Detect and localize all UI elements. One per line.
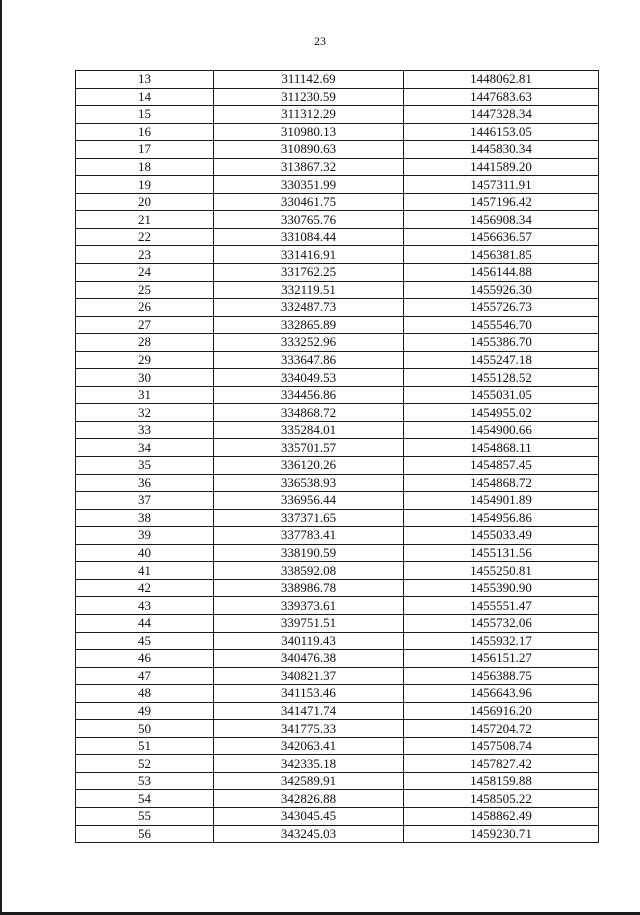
point-number-cell: 16 bbox=[76, 123, 214, 141]
table-row bbox=[76, 632, 599, 650]
x-coordinate-cell: 332119.51 bbox=[214, 281, 404, 299]
table-row bbox=[76, 386, 599, 404]
x-coordinate-cell: 333647.86 bbox=[214, 351, 404, 369]
table-row bbox=[76, 439, 599, 457]
x-coordinate-cell: 340119.43 bbox=[214, 632, 404, 650]
point-number-cell: 43 bbox=[76, 597, 214, 615]
point-number-cell: 13 bbox=[76, 71, 214, 89]
table-row bbox=[76, 211, 599, 229]
point-number-cell: 45 bbox=[76, 632, 214, 650]
table-row bbox=[76, 421, 599, 439]
table-row bbox=[76, 737, 599, 755]
point-number-cell: 39 bbox=[76, 527, 214, 545]
point-number-cell: 51 bbox=[76, 737, 214, 755]
y-coordinate-cell: 1458862.49 bbox=[404, 807, 599, 825]
table-row bbox=[76, 492, 599, 510]
x-coordinate-cell: 337371.65 bbox=[214, 509, 404, 527]
table-row bbox=[76, 176, 599, 194]
table-row bbox=[76, 772, 599, 790]
x-coordinate-cell: 336956.44 bbox=[214, 492, 404, 510]
y-coordinate-cell: 1447328.34 bbox=[404, 106, 599, 124]
x-coordinate-cell: 333252.96 bbox=[214, 334, 404, 352]
point-number-cell: 42 bbox=[76, 579, 214, 597]
y-coordinate-cell: 1456144.88 bbox=[404, 264, 599, 282]
x-coordinate-cell: 311312.29 bbox=[214, 106, 404, 124]
y-coordinate-cell: 1455250.81 bbox=[404, 562, 599, 580]
x-coordinate-cell: 334049.53 bbox=[214, 369, 404, 387]
coordinates-table bbox=[75, 70, 599, 843]
point-number-cell: 28 bbox=[76, 334, 214, 352]
x-coordinate-cell: 338592.08 bbox=[214, 562, 404, 580]
x-coordinate-cell: 343245.03 bbox=[214, 825, 404, 843]
table-row bbox=[76, 228, 599, 246]
y-coordinate-cell: 1456636.57 bbox=[404, 228, 599, 246]
point-number-cell: 41 bbox=[76, 562, 214, 580]
point-number-cell: 38 bbox=[76, 509, 214, 527]
point-number-cell: 53 bbox=[76, 772, 214, 790]
point-number-cell: 35 bbox=[76, 457, 214, 475]
y-coordinate-cell: 1456643.96 bbox=[404, 685, 599, 703]
x-coordinate-cell: 339751.51 bbox=[214, 614, 404, 632]
y-coordinate-cell: 1455732.06 bbox=[404, 614, 599, 632]
x-coordinate-cell: 338986.78 bbox=[214, 579, 404, 597]
table-row bbox=[76, 527, 599, 545]
y-coordinate-cell: 1458159.88 bbox=[404, 772, 599, 790]
point-number-cell: 34 bbox=[76, 439, 214, 457]
x-coordinate-cell: 342063.41 bbox=[214, 737, 404, 755]
x-coordinate-cell: 313867.32 bbox=[214, 158, 404, 176]
point-number-cell: 47 bbox=[76, 667, 214, 685]
y-coordinate-cell: 1455031.05 bbox=[404, 386, 599, 404]
table-row bbox=[76, 544, 599, 562]
y-coordinate-cell: 1458505.22 bbox=[404, 790, 599, 808]
point-number-cell: 30 bbox=[76, 369, 214, 387]
point-number-cell: 26 bbox=[76, 299, 214, 317]
point-number-cell: 17 bbox=[76, 141, 214, 159]
x-coordinate-cell: 332865.89 bbox=[214, 316, 404, 334]
y-coordinate-cell: 1457204.72 bbox=[404, 720, 599, 738]
y-coordinate-cell: 1454901.89 bbox=[404, 492, 599, 510]
table-row bbox=[76, 650, 599, 668]
page-number: 23 bbox=[314, 34, 326, 48]
y-coordinate-cell: 1455932.17 bbox=[404, 632, 599, 650]
y-coordinate-cell: 1446153.05 bbox=[404, 123, 599, 141]
table-row bbox=[76, 597, 599, 615]
point-number-cell: 44 bbox=[76, 614, 214, 632]
point-number-cell: 14 bbox=[76, 88, 214, 106]
x-coordinate-cell: 339373.61 bbox=[214, 597, 404, 615]
x-coordinate-cell: 310980.13 bbox=[214, 123, 404, 141]
point-number-cell: 37 bbox=[76, 492, 214, 510]
x-coordinate-cell: 331416.91 bbox=[214, 246, 404, 264]
coordinates-table-body bbox=[76, 71, 599, 843]
y-coordinate-cell: 1459230.71 bbox=[404, 825, 599, 843]
point-number-cell: 29 bbox=[76, 351, 214, 369]
point-number-cell: 48 bbox=[76, 685, 214, 703]
point-number-cell: 18 bbox=[76, 158, 214, 176]
x-coordinate-cell: 338190.59 bbox=[214, 544, 404, 562]
x-coordinate-cell: 335701.57 bbox=[214, 439, 404, 457]
y-coordinate-cell: 1455546.70 bbox=[404, 316, 599, 334]
table-row bbox=[76, 614, 599, 632]
x-coordinate-cell: 311230.59 bbox=[214, 88, 404, 106]
x-coordinate-cell: 311142.69 bbox=[214, 71, 404, 89]
y-coordinate-cell: 1441589.20 bbox=[404, 158, 599, 176]
table-row bbox=[76, 562, 599, 580]
point-number-cell: 32 bbox=[76, 404, 214, 422]
table-row bbox=[76, 193, 599, 211]
scan-edge-left bbox=[0, 0, 2, 915]
x-coordinate-cell: 341153.46 bbox=[214, 685, 404, 703]
y-coordinate-cell: 1456388.75 bbox=[404, 667, 599, 685]
table-row bbox=[76, 334, 599, 352]
y-coordinate-cell: 1454868.11 bbox=[404, 439, 599, 457]
point-number-cell: 27 bbox=[76, 316, 214, 334]
y-coordinate-cell: 1454955.02 bbox=[404, 404, 599, 422]
table-row bbox=[76, 316, 599, 334]
table-row bbox=[76, 71, 599, 89]
x-coordinate-cell: 330351.99 bbox=[214, 176, 404, 194]
table-row bbox=[76, 807, 599, 825]
table-row bbox=[76, 509, 599, 527]
y-coordinate-cell: 1454900.66 bbox=[404, 421, 599, 439]
table-row bbox=[76, 404, 599, 422]
y-coordinate-cell: 1457508.74 bbox=[404, 737, 599, 755]
y-coordinate-cell: 1455131.56 bbox=[404, 544, 599, 562]
y-coordinate-cell: 1456151.27 bbox=[404, 650, 599, 668]
y-coordinate-cell: 1455726.73 bbox=[404, 299, 599, 317]
table-row bbox=[76, 667, 599, 685]
y-coordinate-cell: 1445830.34 bbox=[404, 141, 599, 159]
table-row bbox=[76, 264, 599, 282]
y-coordinate-cell: 1447683.63 bbox=[404, 88, 599, 106]
point-number-cell: 46 bbox=[76, 650, 214, 668]
x-coordinate-cell: 341775.33 bbox=[214, 720, 404, 738]
point-number-cell: 40 bbox=[76, 544, 214, 562]
y-coordinate-cell: 1454956.86 bbox=[404, 509, 599, 527]
table-row bbox=[76, 702, 599, 720]
point-number-cell: 55 bbox=[76, 807, 214, 825]
x-coordinate-cell: 310890.63 bbox=[214, 141, 404, 159]
table-row bbox=[76, 299, 599, 317]
table-row bbox=[76, 579, 599, 597]
y-coordinate-cell: 1455390.90 bbox=[404, 579, 599, 597]
point-number-cell: 23 bbox=[76, 246, 214, 264]
point-number-cell: 19 bbox=[76, 176, 214, 194]
x-coordinate-cell: 334868.72 bbox=[214, 404, 404, 422]
x-coordinate-cell: 330461.75 bbox=[214, 193, 404, 211]
y-coordinate-cell: 1448062.81 bbox=[404, 71, 599, 89]
x-coordinate-cell: 342589.91 bbox=[214, 772, 404, 790]
y-coordinate-cell: 1456908.34 bbox=[404, 211, 599, 229]
point-number-cell: 24 bbox=[76, 264, 214, 282]
y-coordinate-cell: 1457827.42 bbox=[404, 755, 599, 773]
y-coordinate-cell: 1455386.70 bbox=[404, 334, 599, 352]
table-row bbox=[76, 141, 599, 159]
table-row bbox=[76, 281, 599, 299]
x-coordinate-cell: 340476.38 bbox=[214, 650, 404, 668]
x-coordinate-cell: 343045.45 bbox=[214, 807, 404, 825]
x-coordinate-cell: 341471.74 bbox=[214, 702, 404, 720]
table-row bbox=[76, 825, 599, 843]
point-number-cell: 52 bbox=[76, 755, 214, 773]
x-coordinate-cell: 336538.93 bbox=[214, 474, 404, 492]
x-coordinate-cell: 340821.37 bbox=[214, 667, 404, 685]
x-coordinate-cell: 331084.44 bbox=[214, 228, 404, 246]
table-row bbox=[76, 246, 599, 264]
point-number-cell: 15 bbox=[76, 106, 214, 124]
x-coordinate-cell: 342335.18 bbox=[214, 755, 404, 773]
x-coordinate-cell: 330765.76 bbox=[214, 211, 404, 229]
table-row bbox=[76, 123, 599, 141]
table-row bbox=[76, 720, 599, 738]
table-row bbox=[76, 158, 599, 176]
y-coordinate-cell: 1454857.45 bbox=[404, 457, 599, 475]
table-row bbox=[76, 351, 599, 369]
point-number-cell: 33 bbox=[76, 421, 214, 439]
y-coordinate-cell: 1456381.85 bbox=[404, 246, 599, 264]
x-coordinate-cell: 332487.73 bbox=[214, 299, 404, 317]
table-row bbox=[76, 685, 599, 703]
point-number-cell: 49 bbox=[76, 702, 214, 720]
y-coordinate-cell: 1454868.72 bbox=[404, 474, 599, 492]
point-number-cell: 54 bbox=[76, 790, 214, 808]
y-coordinate-cell: 1455551.47 bbox=[404, 597, 599, 615]
table-row bbox=[76, 88, 599, 106]
y-coordinate-cell: 1455247.18 bbox=[404, 351, 599, 369]
x-coordinate-cell: 337783.41 bbox=[214, 527, 404, 545]
y-coordinate-cell: 1456916.20 bbox=[404, 702, 599, 720]
table-row bbox=[76, 369, 599, 387]
y-coordinate-cell: 1455128.52 bbox=[404, 369, 599, 387]
x-coordinate-cell: 335284.01 bbox=[214, 421, 404, 439]
point-number-cell: 50 bbox=[76, 720, 214, 738]
x-coordinate-cell: 342826.88 bbox=[214, 790, 404, 808]
y-coordinate-cell: 1457196.42 bbox=[404, 193, 599, 211]
point-number-cell: 36 bbox=[76, 474, 214, 492]
x-coordinate-cell: 331762.25 bbox=[214, 264, 404, 282]
table-row bbox=[76, 474, 599, 492]
point-number-cell: 56 bbox=[76, 825, 214, 843]
x-coordinate-cell: 336120.26 bbox=[214, 457, 404, 475]
table-row bbox=[76, 755, 599, 773]
x-coordinate-cell: 334456.86 bbox=[214, 386, 404, 404]
table-row bbox=[76, 790, 599, 808]
y-coordinate-cell: 1455033.49 bbox=[404, 527, 599, 545]
table-row bbox=[76, 457, 599, 475]
point-number-cell: 22 bbox=[76, 228, 214, 246]
point-number-cell: 21 bbox=[76, 211, 214, 229]
table-row bbox=[76, 106, 599, 124]
y-coordinate-cell: 1455926.30 bbox=[404, 281, 599, 299]
y-coordinate-cell: 1457311.91 bbox=[404, 176, 599, 194]
point-number-cell: 20 bbox=[76, 193, 214, 211]
point-number-cell: 25 bbox=[76, 281, 214, 299]
point-number-cell: 31 bbox=[76, 386, 214, 404]
